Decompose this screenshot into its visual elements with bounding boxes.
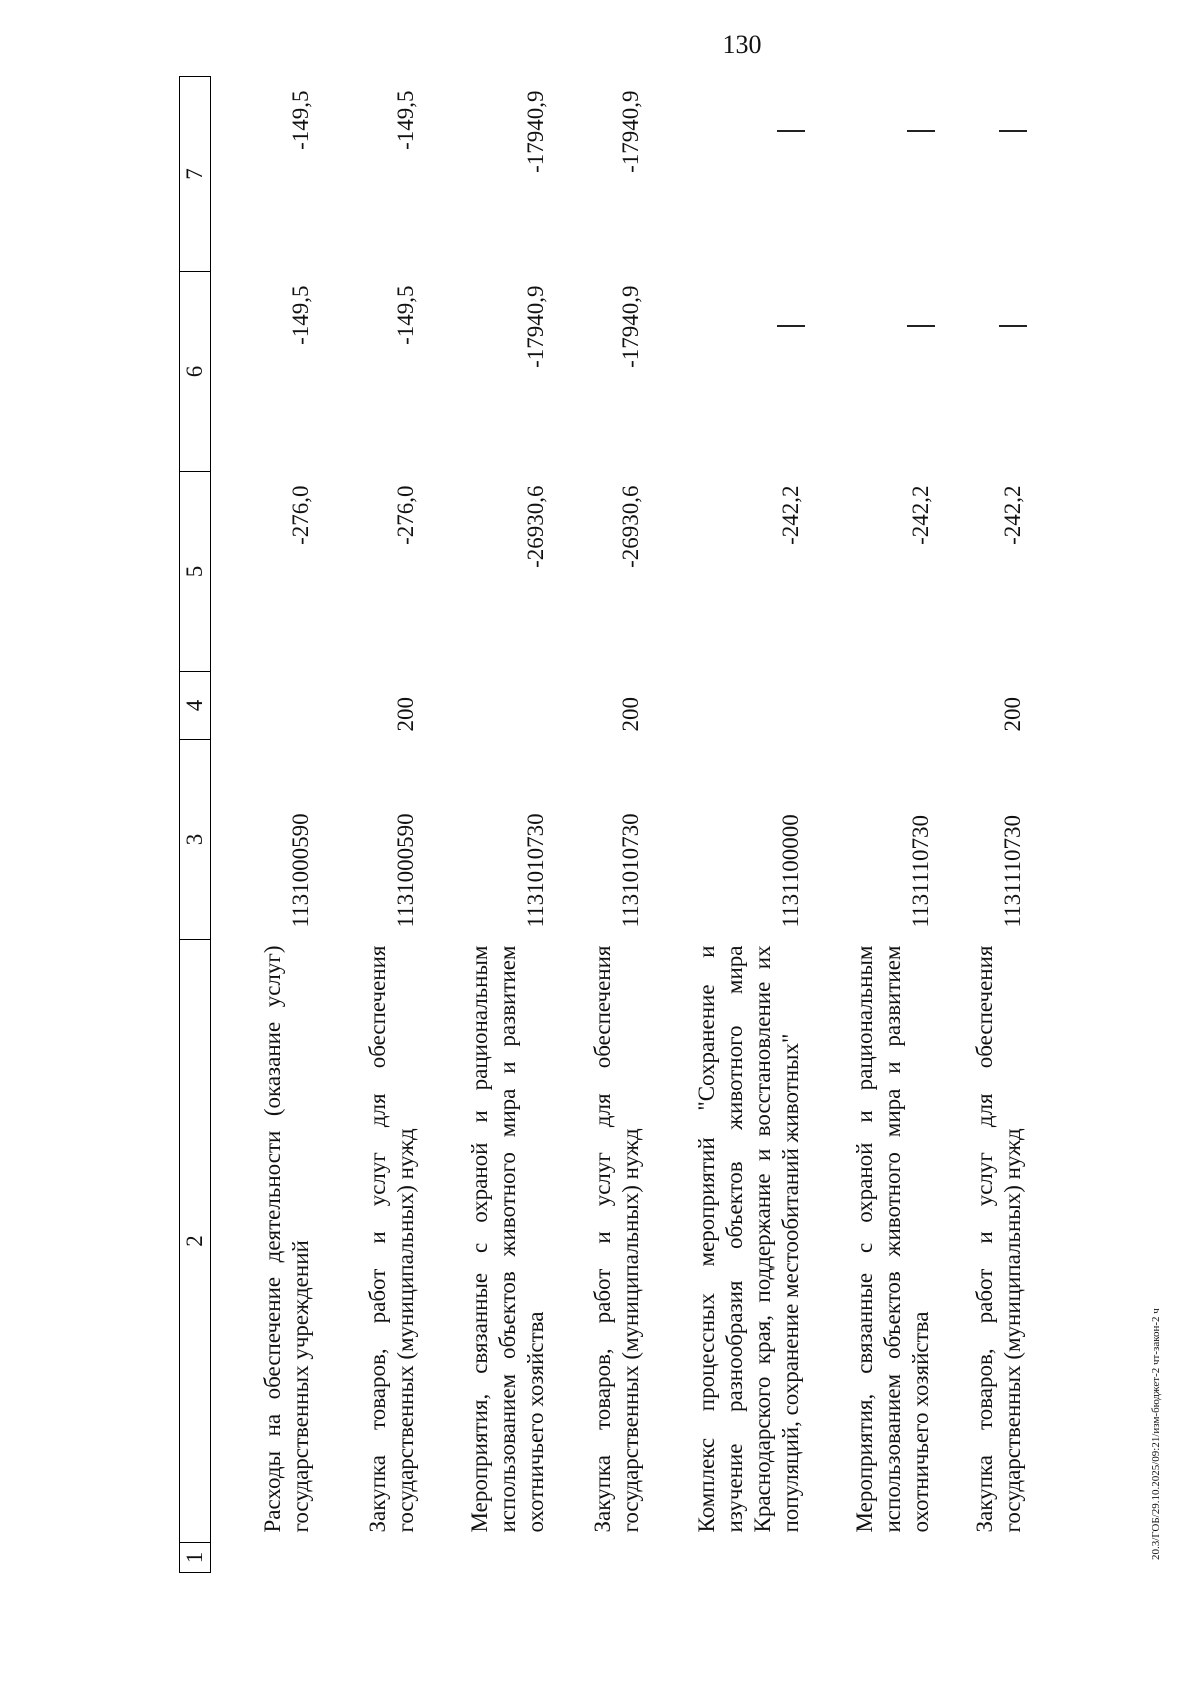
amount-col7-cell: -149,5 (287, 90, 313, 150)
target-code-cell: 1131000590 (392, 813, 418, 928)
dash-mark (777, 326, 805, 328)
table-row (805, 77, 935, 1573)
table-row (550, 77, 645, 1573)
expense-type-cell (805, 672, 935, 740)
table-row (645, 77, 805, 1573)
expense-type-cell (420, 672, 550, 740)
budget-table (179, 76, 1027, 1573)
footer-document-code: 20.3/ГОБ/29.10.2025/09:21/изм-бюджет-2 чт-закон-2 ч (1150, 1308, 1162, 1560)
amount-col5-cell: -26930,6 (617, 485, 643, 568)
table-row (211, 77, 315, 1573)
row-number-cell (935, 1543, 1027, 1573)
description-cell: Мероприятия, связанные с охраной и рациональным использованием объектов животного мира и развитием охотничьего хозяйства (851, 945, 933, 1533)
amount-col6-cell (935, 272, 1027, 472)
row-number-cell (420, 1543, 550, 1573)
rotated-table-container (179, 77, 1025, 1573)
header-cell: 4 (180, 672, 211, 740)
amount-col5-cell: -276,0 (392, 485, 418, 545)
dash-mark (777, 131, 805, 133)
target-code-cell: 1131100000 (777, 814, 803, 928)
amount-col7-cell (645, 77, 805, 272)
description-cell: Закупка товаров, работ и услуг для обеспечения государственных (муниципальных) нужд (971, 945, 1025, 1533)
row-number-cell (211, 1543, 315, 1573)
row-number-cell (315, 1543, 420, 1573)
expense-type-cell: 200 (392, 697, 418, 732)
expense-type-cell: 200 (617, 697, 643, 732)
amount-col5-cell: -276,0 (287, 485, 313, 545)
amount-col5-cell: -26930,6 (522, 485, 548, 568)
amount-col5-cell: -242,2 (907, 485, 933, 545)
expense-type-cell: 200 (999, 697, 1025, 732)
amount-col7-cell: -17940,9 (522, 90, 548, 173)
table-row (420, 77, 550, 1573)
dash-mark (999, 326, 1027, 328)
header-cell: 1 (180, 1543, 211, 1573)
description-cell: Закупка товаров, работ и услуг для обеспечения государственных (муниципальных) нужд (589, 945, 643, 1533)
page-number: 130 (722, 30, 762, 59)
dash-mark (907, 131, 935, 133)
target-code-cell: 1131010730 (617, 813, 643, 928)
amount-col6-cell (645, 272, 805, 472)
target-code-cell: 1131010730 (522, 813, 548, 928)
header-cell: 7 (180, 77, 211, 272)
row-number-cell (550, 1543, 645, 1573)
description-cell: Закупка товаров, работ и услуг для обеспечения государственных (муниципальных) нужд (364, 945, 418, 1533)
amount-col7-cell: -17940,9 (617, 90, 643, 173)
header-cell: 6 (180, 272, 211, 472)
dash-mark (907, 326, 935, 328)
description-cell: Мероприятия, связанные с охраной и рациональным использованием объектов животного мира и развитием охотничьего хозяйства (466, 945, 548, 1533)
row-number-cell (805, 1543, 935, 1573)
expense-type-cell (211, 672, 315, 740)
description-cell: Комплекс процессных мероприятий "Сохранение и изучение разнообразия объектов животного мира Краснодарского края, поддержание и восстановление их популяций, сохранение местообитаний животных" (693, 945, 803, 1533)
header-cell: 3 (180, 740, 211, 940)
amount-col6-cell: -17940,9 (522, 285, 548, 368)
expense-type-cell (645, 672, 805, 740)
amount-col5-cell: -242,2 (777, 485, 803, 545)
target-code-cell: 1131000590 (287, 813, 313, 928)
table-row (935, 77, 1027, 1573)
amount-col7-cell (935, 77, 1027, 272)
row-number-cell (645, 1543, 805, 1573)
description-cell: Расходы на обеспечение деятельности (оказание услуг) государственных учреждений (259, 945, 313, 1533)
header-cell: 2 (180, 940, 211, 1543)
amount-col6-cell: -149,5 (287, 285, 313, 345)
header-cell: 5 (180, 472, 211, 672)
amount-col7-cell: -149,5 (392, 90, 418, 150)
amount-col5-cell: -242,2 (999, 485, 1025, 545)
dash-mark (999, 131, 1027, 133)
table-header-row (180, 77, 211, 1573)
target-code-cell: 1131110730 (907, 815, 933, 928)
amount-col7-cell (805, 77, 935, 272)
amount-col6-cell: -17940,9 (617, 285, 643, 368)
amount-col6-cell: -149,5 (392, 285, 418, 345)
amount-col6-cell (805, 272, 935, 472)
target-code-cell: 1131110730 (999, 815, 1025, 928)
table-row (315, 77, 420, 1573)
